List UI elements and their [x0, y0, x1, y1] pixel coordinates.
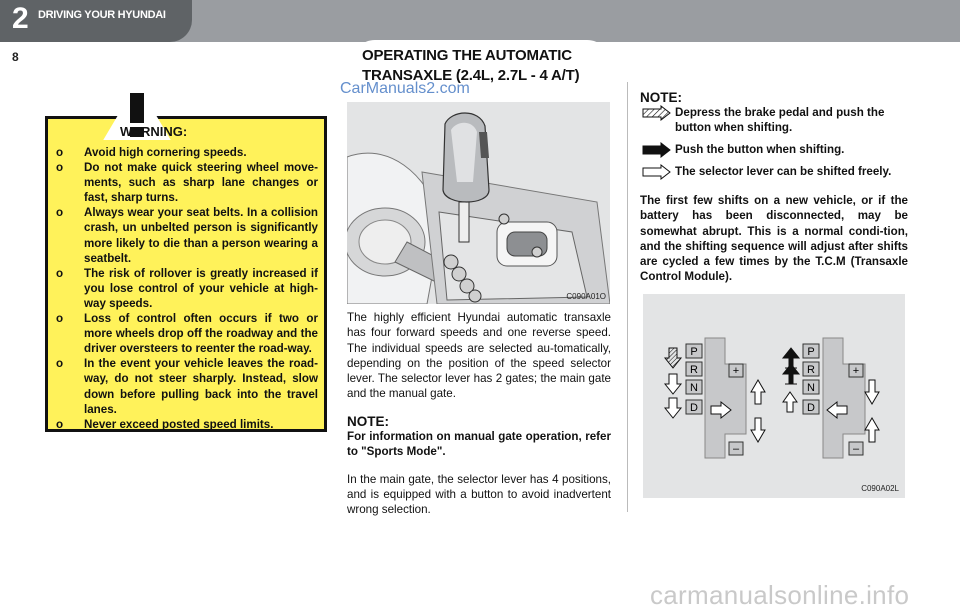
chapter-title: DRIVING YOUR HYUNDAI: [38, 9, 166, 21]
legend-text: Push the button when shifting.: [675, 143, 845, 156]
manual-minus-label: –: [732, 443, 740, 455]
watermark-top: CarManuals2.com: [340, 80, 470, 97]
warning-bullet: o: [56, 161, 64, 175]
warning-bullet: o: [56, 312, 64, 326]
note-text: For information on manual gate operation, refer to "Sports Mode".: [347, 430, 611, 459]
warning-item: o Do not make quick steering wheel move-ments, such as sharp lane changes or fast, sharp turns.: [56, 161, 318, 205]
watermark-bottom: carmanualsonline.info: [650, 580, 910, 610]
warning-item: o Never exceed posted speed limits.: [56, 417, 274, 431]
manual-minus-label: –: [852, 443, 860, 455]
outline-arrow-icon: [641, 164, 671, 180]
gate-label-d: D: [690, 402, 698, 414]
gear-shifter-drawing: [347, 102, 610, 304]
warning-list: [56, 145, 318, 432]
warning-bullet: o: [56, 417, 64, 431]
shift-pattern-diagram: [643, 294, 905, 498]
hatched-arrow-icon: [641, 105, 671, 121]
warning-box: [45, 116, 327, 432]
page-number: 8: [12, 50, 19, 64]
chapter-tab: [0, 0, 192, 42]
warning-item: o Always wear your seat belts. In a collision crash, un unbelted person is significantly more likely to die than a person wearing a seatbelt.: [56, 206, 318, 265]
intro-paragraph: The highly efficient Hyundai automatic transaxle has four forward speeds and one reverse speed. The individual speeds are selected au-tomatically, depending on the position of the speed selector lever. The selector lever has 2 gates; the main gate and the manual gate.: [347, 311, 611, 401]
page-number-tab: [0, 42, 56, 72]
legend-text: The selector lever can be shifted freely.: [675, 165, 892, 178]
note-heading: NOTE:: [347, 413, 389, 429]
middle-column: [347, 310, 611, 530]
figure-code: C090A02L: [861, 484, 899, 493]
warning-bullet: o: [56, 357, 64, 371]
right-note-heading: NOTE:: [640, 90, 682, 105]
gate-label-p: P: [807, 346, 815, 358]
gate-label-d: D: [807, 402, 815, 414]
warning-bullet: o: [56, 146, 64, 159]
shifter-illustration: [347, 102, 610, 304]
break-in-paragraph: The first few shifts on a new vehicle, or if the battery has been disconnected, may be somewhat abrupt. This is a normal condi-tion, and the shifting sequence will adjust after shifts are cycled a few times by the T.C.M (Transaxle Control Module).: [640, 194, 908, 284]
section-title-line1: OPERATING THE AUTOMATIC: [362, 47, 572, 64]
legend-text: Depress the brake pedal and push the button when shifting.: [675, 106, 885, 134]
section-title-line2: TRANSAXLE (2.4L, 2.7L - 4 A/T): [362, 67, 580, 84]
column-divider: [627, 82, 628, 512]
gate-label-r: R: [690, 364, 698, 376]
shift-pattern-drawing: [643, 294, 905, 498]
warning-item: o Loss of control often occurs if two or more wheels drop off the roadway and the driver oversteers to reenter the road-way.: [56, 312, 318, 356]
manual-plus-label: +: [852, 365, 860, 377]
warning-item: o Avoid high cornering speeds.: [56, 146, 247, 159]
manual-plus-label: +: [732, 365, 740, 377]
solid-arrow-icon: [641, 142, 671, 158]
warning-item: o In the event your vehicle leaves the road-way, do not steer sharply. Instead, slow down before pulling back into the travel lanes.: [56, 357, 318, 416]
warning-bullet: o: [56, 206, 64, 220]
warning-bullet: o: [56, 266, 64, 280]
gate-label-p: P: [690, 346, 698, 358]
main-gate-paragraph: In the main gate, the selector lever has 4 positions, and is equipped with a button to avoid inadvertent wrong selection.: [347, 472, 611, 517]
gate-label-n: N: [690, 382, 698, 394]
chapter-number: 2: [12, 2, 29, 35]
figure-code: C090A01O: [566, 292, 606, 301]
warning-title: WARNING:: [120, 124, 188, 139]
warning-item: o The risk of rollover is greatly increased if you lose control of your vehicle at high-way speeds.: [56, 266, 318, 310]
gate-label-n: N: [807, 382, 815, 394]
gate-label-r: R: [807, 364, 815, 376]
